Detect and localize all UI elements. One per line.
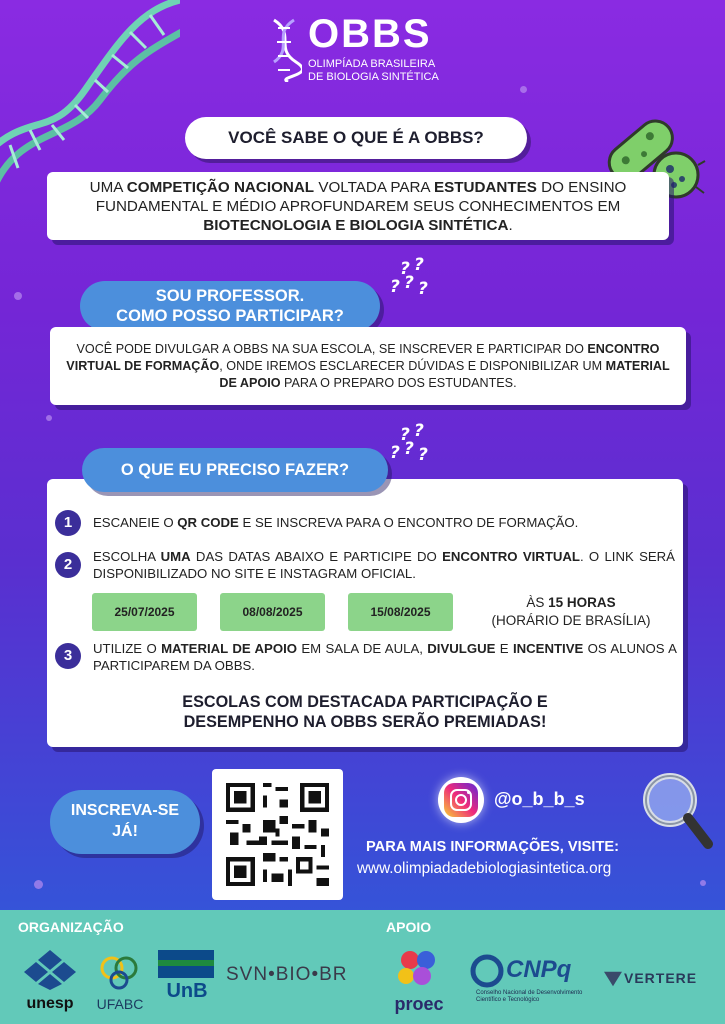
ufabc-logo — [92, 950, 148, 1014]
signup-line1: INSCREVA-SE — [70, 802, 180, 819]
support-title: APOIO — [386, 919, 432, 935]
step1-text: ESCANEIE O QR CODE E SE INSCREVA PARA O ENCONTRO DE FORMAÇÃO. — [93, 515, 579, 530]
logo-subtitle-line1: OLIMPÍADA BRASILEIRA — [308, 58, 436, 70]
instagram-handle[interactable]: @o_b_b_s — [494, 789, 585, 809]
award-line2: DESEMPENHO NA OBBS SERÃO PREMIADAS! — [183, 713, 547, 731]
ufabc-mark-icon — [92, 950, 148, 990]
section1-card — [47, 172, 669, 240]
logo-subtitle-line2: DE BIOLOGIA SINTÉTICA — [308, 71, 439, 83]
unesp-mark-icon — [22, 950, 78, 990]
step1-number: 1 — [55, 510, 81, 536]
cnpq-mark-icon — [470, 954, 504, 988]
info-label: PARA MAIS INFORMAÇÕES, VISITE: — [366, 839, 619, 855]
cnpq-subtitle — [476, 990, 600, 1004]
unesp-logo — [22, 950, 78, 1014]
ufabc-text: UFABC — [96, 996, 144, 1012]
qr-code-icon — [226, 783, 329, 886]
cnpq-text: CNPq — [506, 956, 572, 983]
date-option: 15/08/2025 — [348, 593, 453, 631]
vertere-mark-icon — [604, 970, 622, 988]
logo-subtitle — [308, 58, 478, 84]
section2-heading — [80, 281, 380, 331]
footer — [0, 910, 725, 1024]
signup-button[interactable] — [50, 790, 200, 854]
step3-number: 3 — [55, 643, 81, 669]
unesp-text: unesp — [26, 995, 74, 1012]
svnbio-logo: SVN•BIO•BR — [226, 964, 348, 985]
unb-text: UnB — [166, 980, 208, 1002]
section2-card — [50, 327, 686, 405]
date-option: 25/07/2025 — [92, 593, 197, 631]
decor-dot — [46, 415, 52, 421]
section1-text: UMA COMPETIÇÃO NACIONAL VOLTADA PARA ESTUDANTES DO ENSINO FUNDAMENTAL E MÉDIO APROFUNDAREM SEUS CONHECIMENTOS EM BIOTECNOLOGIA E BIOLOGIA SINTÉTICA. — [89, 179, 627, 234]
decor-dot — [700, 880, 706, 886]
proec-mark-icon — [388, 948, 450, 988]
step2-number: 2 — [55, 552, 81, 578]
decor-dot — [34, 880, 43, 889]
step3-text: UTILIZE O MATERIAL DE APOIO EM SALA DE AULA, DIVULGUE E INCENTIVE OS ALUNOS A PARTICIPAREM DA OBBS. — [93, 641, 677, 673]
dna-logo-icon — [268, 18, 302, 82]
time-main: ÀS 15 HORAS — [526, 595, 616, 610]
time-zone: (HORÁRIO DE BRASÍLIA) — [491, 613, 651, 628]
section2-text: VOCÊ PODE DIVULGAR A OBBS NA SUA ESCOLA, SE INSCREVER E PARTICIPAR DO ENCONTRO VIRTUAL DE FORMAÇÃO, ONDE IREMOS ESCLARECER DÚVIDAS E DISPONIBILIZAR UM MATERIAL DE APOIO PARA O PREPARO DOS ESTUDANTES. — [66, 342, 670, 390]
dna-helix-icon — [0, 0, 180, 190]
award-notice — [60, 692, 670, 732]
cnpq-subtitle-line2: Científico e Tecnológico — [476, 997, 540, 1003]
date-option: 08/08/2025 — [220, 593, 325, 631]
vertere-logo — [604, 968, 716, 996]
cnpq-logo — [470, 954, 598, 1016]
cnpq-subtitle-line1: Conselho Nacional de Desenvolvimento — [476, 990, 583, 996]
section2-heading-line2: COMO POSSO PARTICIPAR? — [116, 307, 344, 325]
decor-dot — [14, 292, 22, 300]
section3-heading-text: O QUE EU PRECISO FAZER? — [120, 461, 350, 479]
org-title: ORGANIZAÇÃO — [18, 919, 124, 935]
instagram-icon[interactable] — [438, 777, 484, 823]
section2-heading-line1: SOU PROFESSOR. — [155, 287, 305, 305]
section3-heading — [82, 448, 388, 492]
magnifier-icon — [640, 770, 715, 852]
step2-text: ESCOLHA UMA DAS DATAS ABAIXO E PARTICIPE DO ENCONTRO VIRTUAL. O LINK SERÁ DISPONIBILIZADO NO SITE E INSTAGRAM OFICIAL. — [93, 549, 675, 581]
decor-dot — [520, 86, 527, 93]
website-link[interactable]: www.olimpiadadebiologiasintetica.org — [357, 860, 612, 877]
section1-heading — [185, 117, 527, 159]
vertere-text: VERTERE — [624, 970, 698, 986]
award-line1: ESCOLAS COM DESTACADA PARTICIPAÇÃO E — [182, 693, 548, 711]
qr-code[interactable] — [212, 769, 343, 900]
signup-line2: JÁ! — [112, 823, 138, 840]
proec-text: proec — [394, 994, 444, 1014]
obbs-logo — [268, 12, 468, 88]
proec-logo — [388, 948, 450, 1014]
section1-heading-text: VOCÊ SABE O QUE É A OBBS? — [228, 128, 484, 147]
logo-title: OBBS — [308, 12, 432, 56]
unb-logo — [158, 950, 216, 1012]
time-info — [466, 594, 676, 630]
